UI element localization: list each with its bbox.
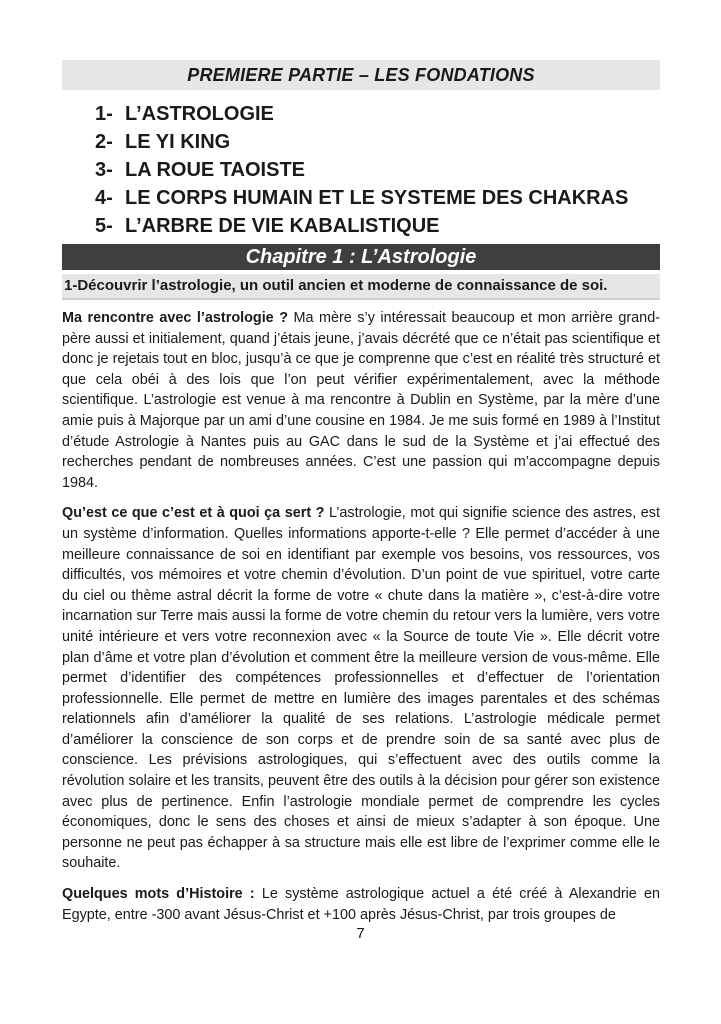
toc-item-number: 4- [95,187,113,209]
document-page [62,60,660,925]
body-paragraph [62,503,660,874]
toc-item-label: L’ASTROLOGIE [125,103,274,125]
page-number: 7 [356,925,365,942]
toc-item-label: L’ARBRE DE VIE KABALISTIQUE [125,215,440,237]
paragraph-lead: Ma rencontre avec l’astrologie ? [62,310,288,326]
toc-item-label: LE CORPS HUMAIN ET LE SYSTEME DES CHAKRAS [125,187,629,209]
part-title: PREMIERE PARTIE – LES FONDATIONS [62,60,660,90]
toc-item-number: 2- [95,131,113,153]
body-paragraph [62,308,660,493]
paragraph-lead: Quelques mots d’Histoire : [62,886,255,903]
toc-item [95,100,660,128]
paragraph-lead: Qu’est ce que c’est et à quoi ça sert ? [62,505,325,522]
toc-item [95,184,660,212]
paragraph-body: Ma mère s’y intéressait beaucoup et mon arrière grand-père aussi et initialement, quand j’étais jeune, j’avais décrété que ce n’était pas scientifique et donc je rejetais tout en bloc, jusqu’à ce que je comprenne que c’est en réalité très structuré et que cela obéi à des lois que l’on peut vérifier expérimentalement, avec la méthode scientifique. L’astrologie est venue à ma rencontre à Dublin en Système, par la mère d’une amie puis à Majorque par un ami d’une cousine en 1984. Je me suis formé en 1989 à l’Institut d’étude Astrologie à Nantes puis au GAC dans le sud de la Système et j’ai effectué des recherches pendant de nombreuses années. C’est une passion qui m’accompagne depuis 1984. [62,310,660,491]
paragraph-body: Le système astrologique actuel a été créé à Alexandrie en Egypte, entre -300 avant Jésus-Christ et +100 après Jésus-Christ, par trois groupes de [62,886,660,923]
paragraph-body: L’astrologie, mot qui signifie science des astres, est un système d’information. Quelles informations apporte-t-elle ? Elle permet d’accéder à une meilleure connaissance de soi en identifiant par exemple vos besoins, vos ressources, vos difficultés, vos mémoires et votre chemin d’évolution. D’un point de vue spirituel, votre carte du ciel ou thème astral décrit la forme de votre « chute dans la matière », c’est-à-dire votre incarnation sur Terre mais aussi la forme de votre chemin du retour vers la lumière, vers votre unité intérieure et vers votre reconnexion avec « la Source de toute Vie ». Elle décrit votre plan d’âme et votre plan d’évolution et comment être la meilleure version de vous-même. Elle permet d’identifier des compétences professionnelles et d’effectuer de l’orientation professionnelle. Elle permet de mettre en lumière des images parentales et des schémas relationnels afin d’améliorer la qualité de ses relations. L’astrologie médicale permet d’améliorer la conscience de son corps et de prendre soin de sa santé avec plus de conscience. Les prévisions astrologiques, qui s’effectuent avec des outils comme la révolution solaire et les transits, peuvent être des outils à la décision pour gérer son existence avec plus de pertinence. Enfin l’astrologie mondiale permet de comprendre les cycles économiques, donc le sens des choses et ainsi de mieux s’adapter à son époque. Une personne ne peut pas échapper à sa structure mais elle est libre de l’exprimer comme elle le souhaite. [62,505,660,872]
toc-item-number: 3- [95,159,113,181]
toc-item [95,156,660,184]
toc-item-label: LA ROUE TAOISTE [125,159,305,181]
section-heading: 1-Découvrir l’astrologie, un outil ancien et moderne de connaissance de soi. [62,274,660,300]
body-paragraph [62,884,660,925]
toc-item [95,212,660,240]
toc-item [95,128,660,156]
chapter-title: Chapitre 1 : L’Astrologie [62,244,660,270]
part-table-of-contents [95,100,660,240]
toc-item-label: LE YI KING [125,131,231,153]
toc-item-number: 5- [95,215,113,237]
toc-item-number: 1- [95,103,113,125]
